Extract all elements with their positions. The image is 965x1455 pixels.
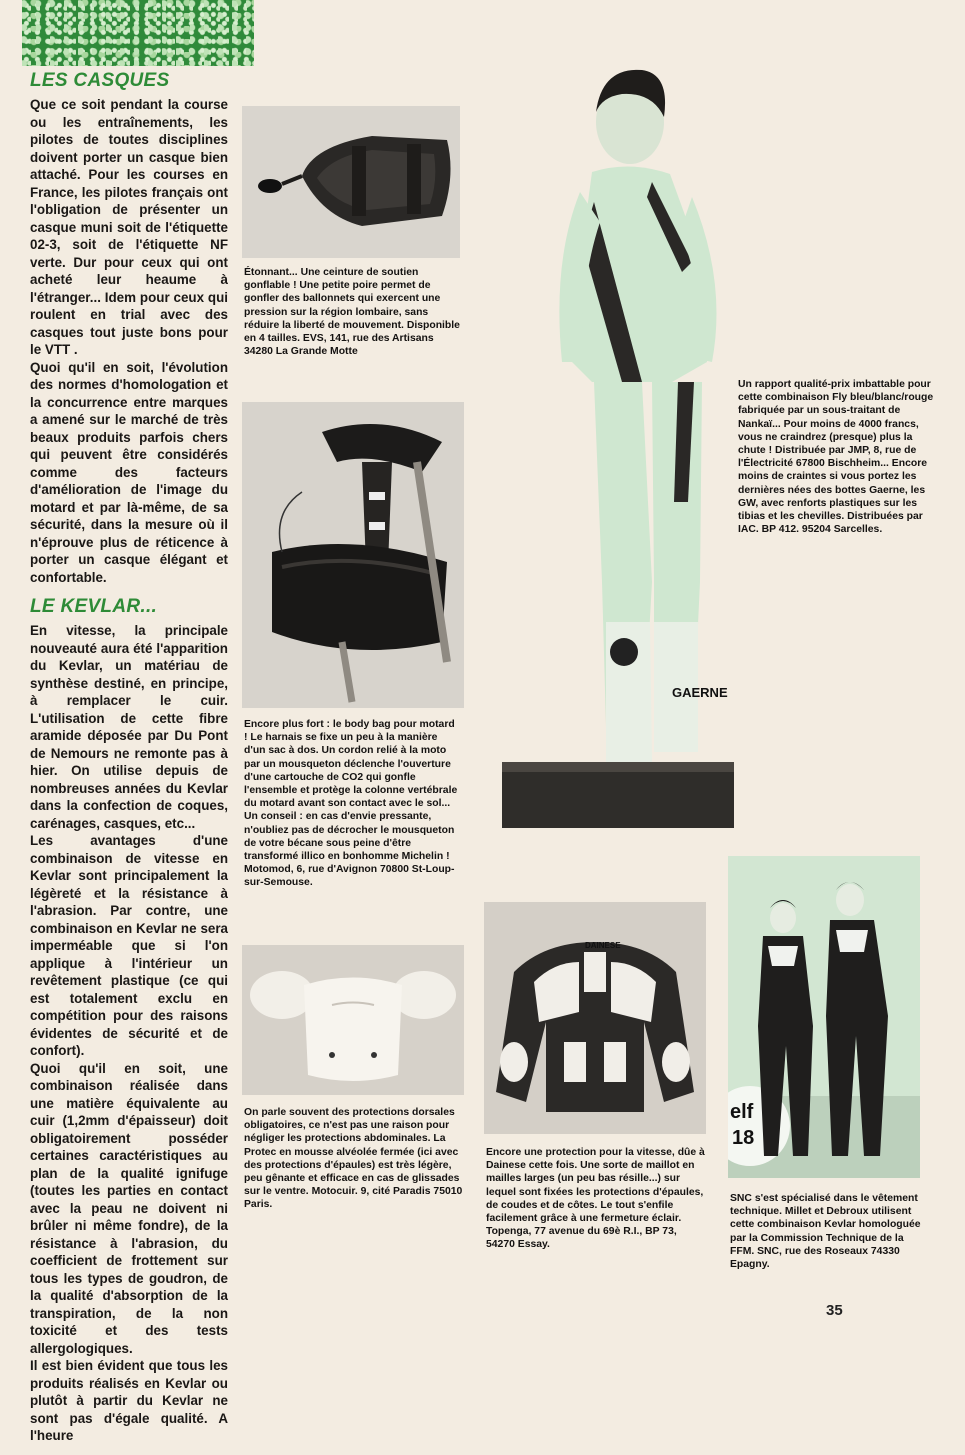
- dainese-illustration: [484, 902, 706, 1134]
- caption-fly-suit: Un rapport qualité-prix imbattable pour cette combinaison Fly bleu/blanc/rouge fabriquée par un sous-traitant de Nankaï... Pour moins de 4000 francs, vous ne craindrez (presque) plus la chute ! Distribuée par JMP, 8, rue de l'Électricité 67800 Bischheim... Encore moins de craintes si vous portez les dernières nées des bottes Gaerne, les GW, avec renforts plastiques sur les tibias et les chevilles. Distribuées par IAC. BP 412. 95204 Sarcelles.: [738, 379, 934, 536]
- caption-snc: SNC s'est spécialisé dans le vêtement technique. Millet et Debroux utilisent cette combinaison Kevlar homologuée par la Commission Technique de la FFM. SNC, rue des Roseaux 74330 Epagny.: [730, 1193, 921, 1271]
- left-column: [30, 70, 228, 1455]
- page-number: 35: [826, 1302, 843, 1319]
- photo-snc-riders: [728, 856, 920, 1178]
- belt-illustration: [242, 106, 460, 258]
- caption-protec: On parle souvent des protections dorsales obligatoires, ce n'est pas une raison pour négliger les protections abdominales. La Protec en mousse alvéolée fermée (ici avec des protections d'épaules) est très légère, peu gênante et efficace en cas de glissades sur le ventre. Motocuir. 9, cité Paradis 75010 Paris.: [244, 1107, 463, 1211]
- heading-casques: LES CASQUES: [30, 70, 170, 91]
- caption-body-bag: Encore plus fort : le body bag pour motard ! Le harnais se fixe un peu à la manière d'un sac à dos. Un cordon relié à la moto par un mousqueton déclenche l'ouverture d'une cartouche de CO2 qui gonfle l'ensemble et protège la colonne vertébrale du motard avant son contact avec le sol... Un conseil : en cas d'envie pressante, n'oubliez pas de décrocher le mousqueton de votre bécane sous peine d'être transformé illico en bonhomme Michelin ! Motomod, 6, rue d'Avignon 70800 St-Loup-sur-Semouse.: [244, 719, 458, 889]
- dainese-brand-text: DAINESE: [585, 941, 621, 950]
- photo-protec: [242, 945, 464, 1095]
- text-kevlar: En vitesse, la principale nouveauté aura été l'apparition du Kevlar, un matériau de synthèse destiné, en principe, à remplacer le cuir. L'utilisation de cette fibre aramide déposée par Du Pont de Nemours ne remonte pas à hier. On utilise depuis de nombreuses années du Kevlar dans la confection de coques, carénages, casques, etc... Les avantages d'une combinaison de vitesse en Kevlar sont principalement la légèreté et la résistance à l'abrasion. Par contre, une combinaison en Kevlar ne sera imperméable que si l'on applique à l'intérieur un revêtement plastique (ce qui est totalement exclu en compétition pour des raisons évidentes de sécurité et de confort). Quoi qu'il en soit, une combinaison réalisée dans une matière équivalente au cuir (1,2mm d'épaisseur) doit obligatoirement posséder certaines caractéristiques au plan de la qualité ignifuge (toutes les parties en contact avec la peau ne doivent ni brûler ni même fondre), de la résistance à l'abrasion, du coefficient de frottement sur tous les types de goudron, de la qualité d'absorption de la transpiration, de la non toxicité et des tests allergologiques. Il est bien évident que tous les produits réalisés en Kevlar ou plutôt à partir du Kevlar ne sont pas d'égale qualité. A l'heure: [30, 623, 228, 1443]
- text-casques: Que ce soit pendant la course ou les entraînements, les pilotes de toutes disciplines doivent porter un casque bien attaché. Pour les courses en France, les pilotes français ont l'obligation de présenter un casque muni soit de l'étiquette 02-3, soit de l'étiquette NF verte. Dur pour ceux qui ont acheté leur heaume à l'étranger... Idem pour ceux qui roulent en trial avec des casques tout juste bons pour le VTT . Quoi qu'il en soit, l'évolution des normes d'homologation et la concurrence entre marques a amené sur le marché de très beaux produits parfois chers qui peuvent être considérés comme des facteurs d'amélioration de l'image du motard et par là-même, de sa sécurité, dans la mesure où il n'éprouve plus de réticence à porter un casque élégant et confortable.: [30, 97, 228, 585]
- heading-kevlar: LE KEVLAR...: [30, 596, 158, 617]
- photo-fly-suit: [502, 62, 734, 828]
- boot-brand-text: GAERNE: [672, 685, 728, 700]
- bodybag-illustration: [242, 402, 464, 708]
- car-number-text: 18: [732, 1127, 755, 1149]
- caption-belt: Étonnant... Une ceinture de soutien gonflable ! Une petite poire permet de gonfler des ballonnets qui exercent une pression sur la région lombaire, sans réduire la liberté de mouvement. Disponible en 4 tailles. EVS, 141, rue des Artisans 34280 La Grande Motte: [244, 267, 460, 358]
- green-banner: [22, 0, 254, 66]
- photo-inflatable-belt: [242, 106, 460, 258]
- photo-body-bag: [242, 402, 464, 708]
- rider-illustration: [502, 62, 734, 828]
- protec-illustration: [242, 945, 464, 1095]
- elf-logo-text: elf: [730, 1101, 754, 1123]
- snc-illustration: [728, 856, 920, 1178]
- caption-dainese: Encore une protection pour la vitesse, dûe à Dainese cette fois. Une sorte de maillot en mailles larges (un peu bas résille...) sur lequel sont fixées les protections d'épaules, de coudes et de côtes. Le tout s'enfile facilement grâce à une fermeture éclair. Topenga, 77 avenue du 69è R.I., BP 73, 54270 Essay.: [486, 1147, 705, 1251]
- photo-dainese: [484, 902, 706, 1134]
